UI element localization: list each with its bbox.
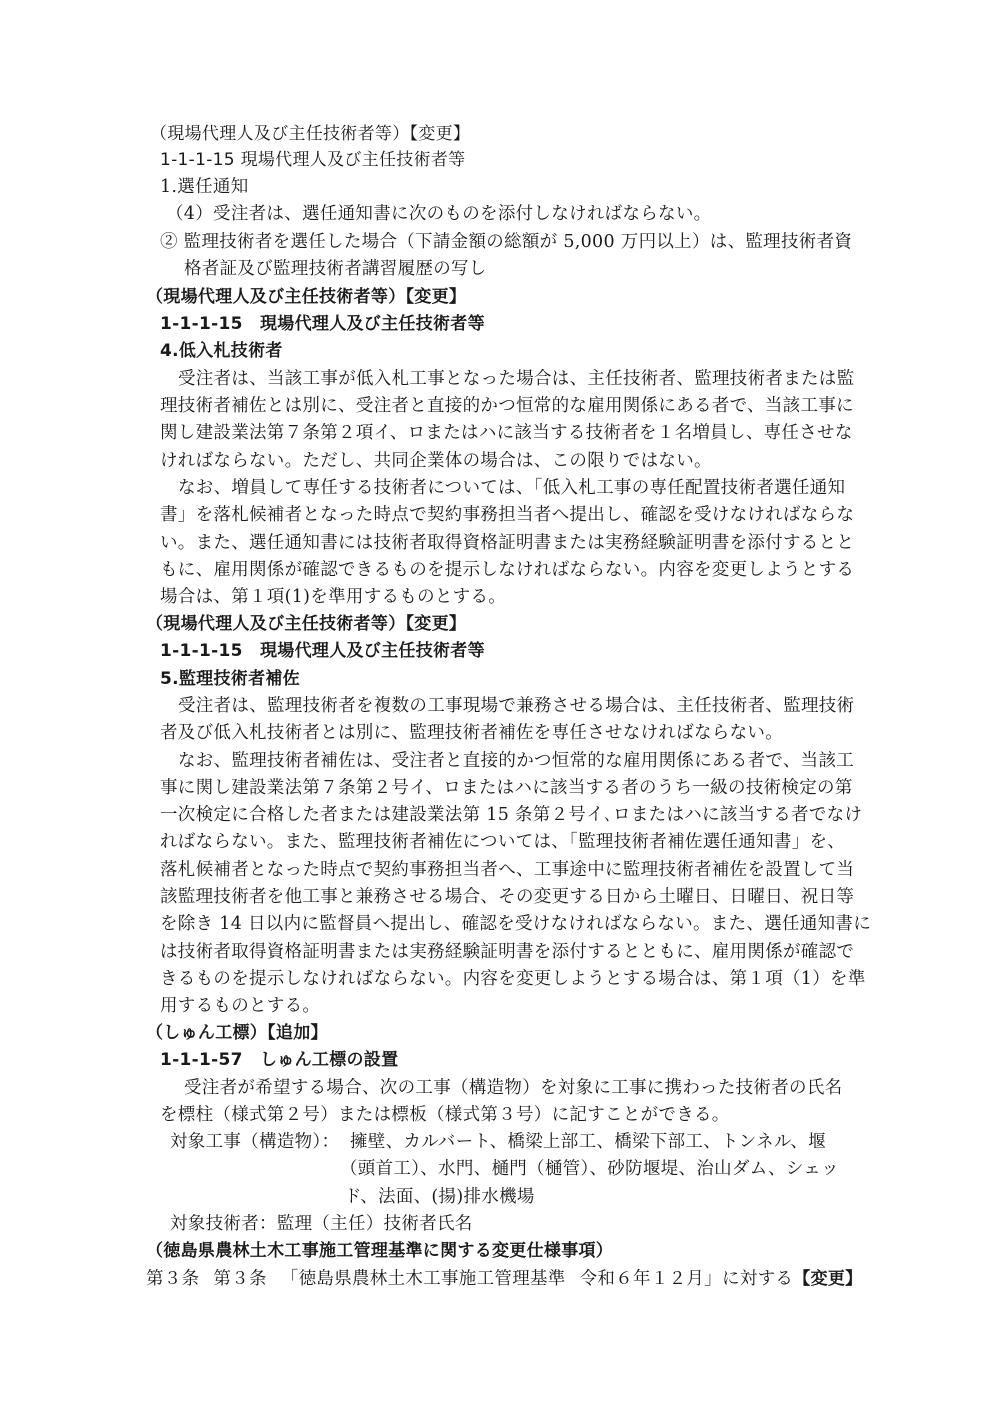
item-title: 1.選任通知 xyxy=(160,177,249,197)
target-works-line: ド、法面、(揚)排水機場 xyxy=(344,1187,535,1207)
target-works-line: 擁壁、カルバート、橋梁上部工、橋梁下部工、トンネル、堰 xyxy=(350,1132,826,1152)
paragraph-line: ければならない。ただし、共同企業体の場合は、この限りではない。 xyxy=(160,451,712,471)
paragraph-line: 受注者は、当該工事が低入札工事となった場合は、主任技術者、監理技術者または監 xyxy=(178,369,855,389)
section-heading: （現場代理人及び主任技術者等）【変更】 xyxy=(150,124,471,144)
paragraph-line: 場合は、第１項(1)を準用するものとする。 xyxy=(160,587,507,607)
paragraph-line: ② 監理技術者を選任した場合（下請金額の総額が 5,000 万円以上）は、監理技術者資 xyxy=(160,232,853,252)
article-title: 1-1-1-15 現場代理人及び主任技術者等 xyxy=(160,641,485,661)
paragraph-line: 関し建設業法第７条第２項イ、ロまたはハに該当する技術者を１名増員し、専任させな xyxy=(160,423,853,443)
paragraph-line: もに、雇用関係が確認できるものを提示しなければならない。内容を変更しようとする xyxy=(160,560,855,580)
section-heading: （徳島県農林土木工事施工管理基準に関する変更仕様事項） xyxy=(146,1241,614,1261)
change-tag: 【変更】 xyxy=(793,1269,863,1289)
item-title: 5.監理技術者補佐 xyxy=(160,669,300,689)
paragraph-line: 受注者が希望する場合、次の工事（構造物）を対象に工事に携わった技術者の氏名 xyxy=(184,1078,843,1098)
section-heading: （しゅん工標）【追加】 xyxy=(146,1023,328,1043)
paragraph-line: を除き 14 日以内に監督員へ提出し、確認を受けなければならない。また、選任通知書に xyxy=(160,914,871,934)
article-title: 1-1-1-57 しゅん工標の設置 xyxy=(160,1050,399,1070)
paragraph-line: （4）受注者は、選任通知書に次のものを添付しなければならない。 xyxy=(166,204,712,224)
section-heading: （現場代理人及び主任技術者等）【変更】 xyxy=(146,614,467,634)
article-title: 1-1-1-15 現場代理人及び主任技術者等 xyxy=(160,150,466,170)
standard-name: 「徳島県農林土木工事施工管理基準 xyxy=(280,1269,566,1289)
paragraph-line: きるものを提示しなければならない。内容を変更しようとする場合は、第１項（1）を準 xyxy=(160,969,866,989)
paragraph-line: 理技術者補佐とは別に、受注者と直接的かつ恒常的な雇用関係にある者で、当該工事に xyxy=(160,396,854,416)
standard-date: 令和６年１２月」に対する xyxy=(579,1269,794,1289)
article-reference-line xyxy=(146,1266,862,1292)
paragraph-line: を標柱（様式第２号）または標板（様式第３号）に記すことができる。 xyxy=(160,1105,730,1125)
paragraph-line: は技術者取得資格証明書または実務経験証明書を添付するとともに、雇用関係が確認で xyxy=(160,942,855,962)
article-number: 第３条 xyxy=(213,1269,267,1289)
paragraph-line: 落札候補者となった時点で契約事務担当者へ、工事途中に監理技術者補佐を設置して当 xyxy=(160,860,855,880)
target-works-label: 対象工事（構造物）： xyxy=(170,1132,340,1152)
article-number: 第３条 xyxy=(146,1269,200,1289)
paragraph-line: ればならない。また、監理技術者補佐については、「監理技術者補佐選任通知書」を、 xyxy=(160,832,846,852)
paragraph-line: 用するものとする。 xyxy=(160,996,321,1016)
paragraph-line: 事に関し建設業法第７条第２号イ、ロまたはハに該当する者のうち一級の技術検定の第 xyxy=(160,778,853,798)
paragraph-line: なお、監理技術者補佐は、受注者と直接的かつ恒常的な雇用関係にある者で、当該工 xyxy=(178,751,855,771)
target-works-line: （頭首工）、水門、樋門（樋管）、砂防堰堤、治山ダム、シェッ xyxy=(340,1159,839,1179)
target-engineer-line: 対象技術者：監理（主任）技術者氏名 xyxy=(170,1214,473,1234)
article-title: 1-1-1-15 現場代理人及び主任技術者等 xyxy=(160,314,485,334)
paragraph-line: 受注者は、監理技術者を複数の工事現場で兼務させる場合は、主任技術者、監理技術 xyxy=(178,696,855,716)
paragraph-line: 書」を落札候補者となった時点で契約事務担当者へ提出し、確認を受けなければならな xyxy=(160,505,855,525)
paragraph-line: 該監理技術者を他工事と兼務させる場合、その変更する日から土曜日、日曜日、祝日等 xyxy=(160,887,855,907)
paragraph-line: い。また、選任通知書には技術者取得資格証明書または実務経験証明書を添付するとと xyxy=(160,533,855,553)
item-title: 4.低入札技術者 xyxy=(160,341,283,361)
paragraph-line: 者及び低入札技術者とは別に、監理技術者補佐を専任させなければならない。 xyxy=(160,723,783,743)
paragraph-line: なお、増員して専任する技術者については、「低入札工事の専任配置技術者選任通知 xyxy=(178,478,846,498)
paragraph-line: 一次検定に合格した者または建設業法第 15 条第２号イ､ロまたはハに該当する者でなけ xyxy=(160,805,863,825)
paragraph-line: 格者証及び監理技術者講習履歴の写し xyxy=(184,259,487,279)
section-heading: （現場代理人及び主任技術者等）【変更】 xyxy=(146,287,467,307)
